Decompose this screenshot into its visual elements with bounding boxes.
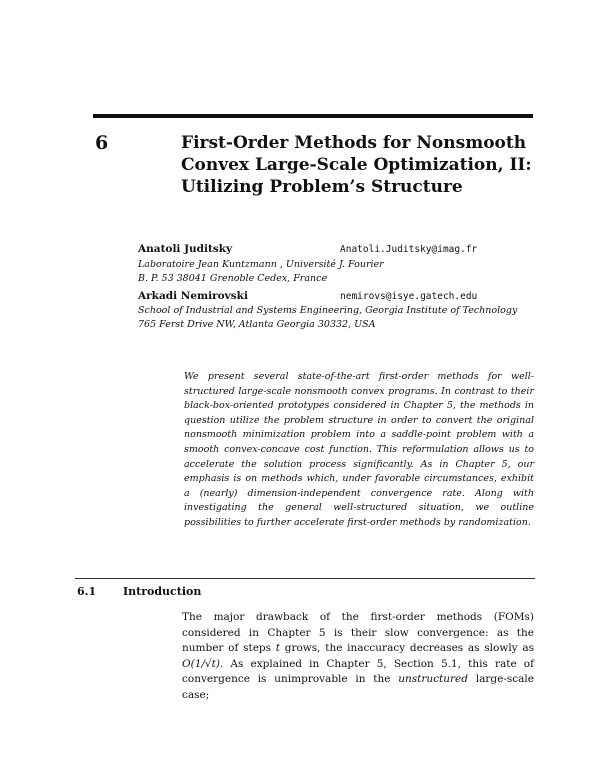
- author-affiliation: B. P. 53 38041 Grenoble Cedex, France: [138, 273, 328, 284]
- math-variable: t: [275, 642, 280, 654]
- author-affiliation: 765 Ferst Drive NW, Atlanta Georgia 30332, USA: [138, 319, 376, 330]
- body-text-segment: grows, the inaccuracy decreases as slowly as: [280, 642, 534, 654]
- author-email: Anatoli.Juditsky@imag.fr: [340, 244, 478, 255]
- chapter-number: 6: [95, 132, 109, 154]
- author-affiliation: School of Industrial and Systems Engineering, Georgia Institute of Technology: [138, 305, 518, 316]
- section-rule: [75, 578, 535, 579]
- author-name: Anatoli Juditsky: [138, 243, 233, 255]
- body-text-segment: large-scale case;: [182, 673, 534, 701]
- abstract: We present several state-of-the-art first-order methods for well-structured large-scale nonsmooth convex programs. In contrast to their black-box-oriented prototypes considered in Chapter 5, the methods in question utilize the problem structure in order to convert the original nonsmooth minimization problem into a saddle-point problem with a smooth convex-concave cost function. This reformulation allows us to accelerate the solution process significantly. As in Chapter 5, our emphasis is on methods which, under favorable circumstances, exhibit a (nearly) dimension-independent convergence rate. Along with investigating the general well-structured situation, we outline possibilities to further accelerate first-order methods by randomization.: [184, 371, 534, 528]
- chapter-top-rule: [93, 114, 533, 118]
- author-name: Arkadi Nemirovski: [138, 290, 248, 302]
- body-text-segment: . As explained in Chapter 5, Section 5.1, this rate of convergence is unimprovable in the: [182, 657, 534, 685]
- chapter-title-line: Utilizing Problem’s Structure: [181, 177, 463, 197]
- chapter-title-line: First-Order Methods for Nonsmooth: [181, 133, 527, 153]
- chapter-title: [181, 132, 531, 198]
- author-affiliation: Laboratoire Jean Kuntzmann , Université J. Fourier: [138, 259, 384, 270]
- chapter-title-line: Convex Large-Scale Optimization, II:: [181, 155, 532, 175]
- body-paragraph: [182, 610, 534, 703]
- section-title: Introduction: [123, 585, 202, 598]
- section-number: 6.1: [77, 585, 97, 598]
- emphasis: unstructured: [398, 673, 468, 685]
- math-expression: O(1/√t): [182, 657, 220, 670]
- author-email: nemirovs@isye.gatech.edu: [340, 291, 478, 302]
- body-text-segment: The major drawback of the first-order methods (FOMs) considered in Chapter 5 is their slow convergence: as the number of steps: [182, 611, 534, 654]
